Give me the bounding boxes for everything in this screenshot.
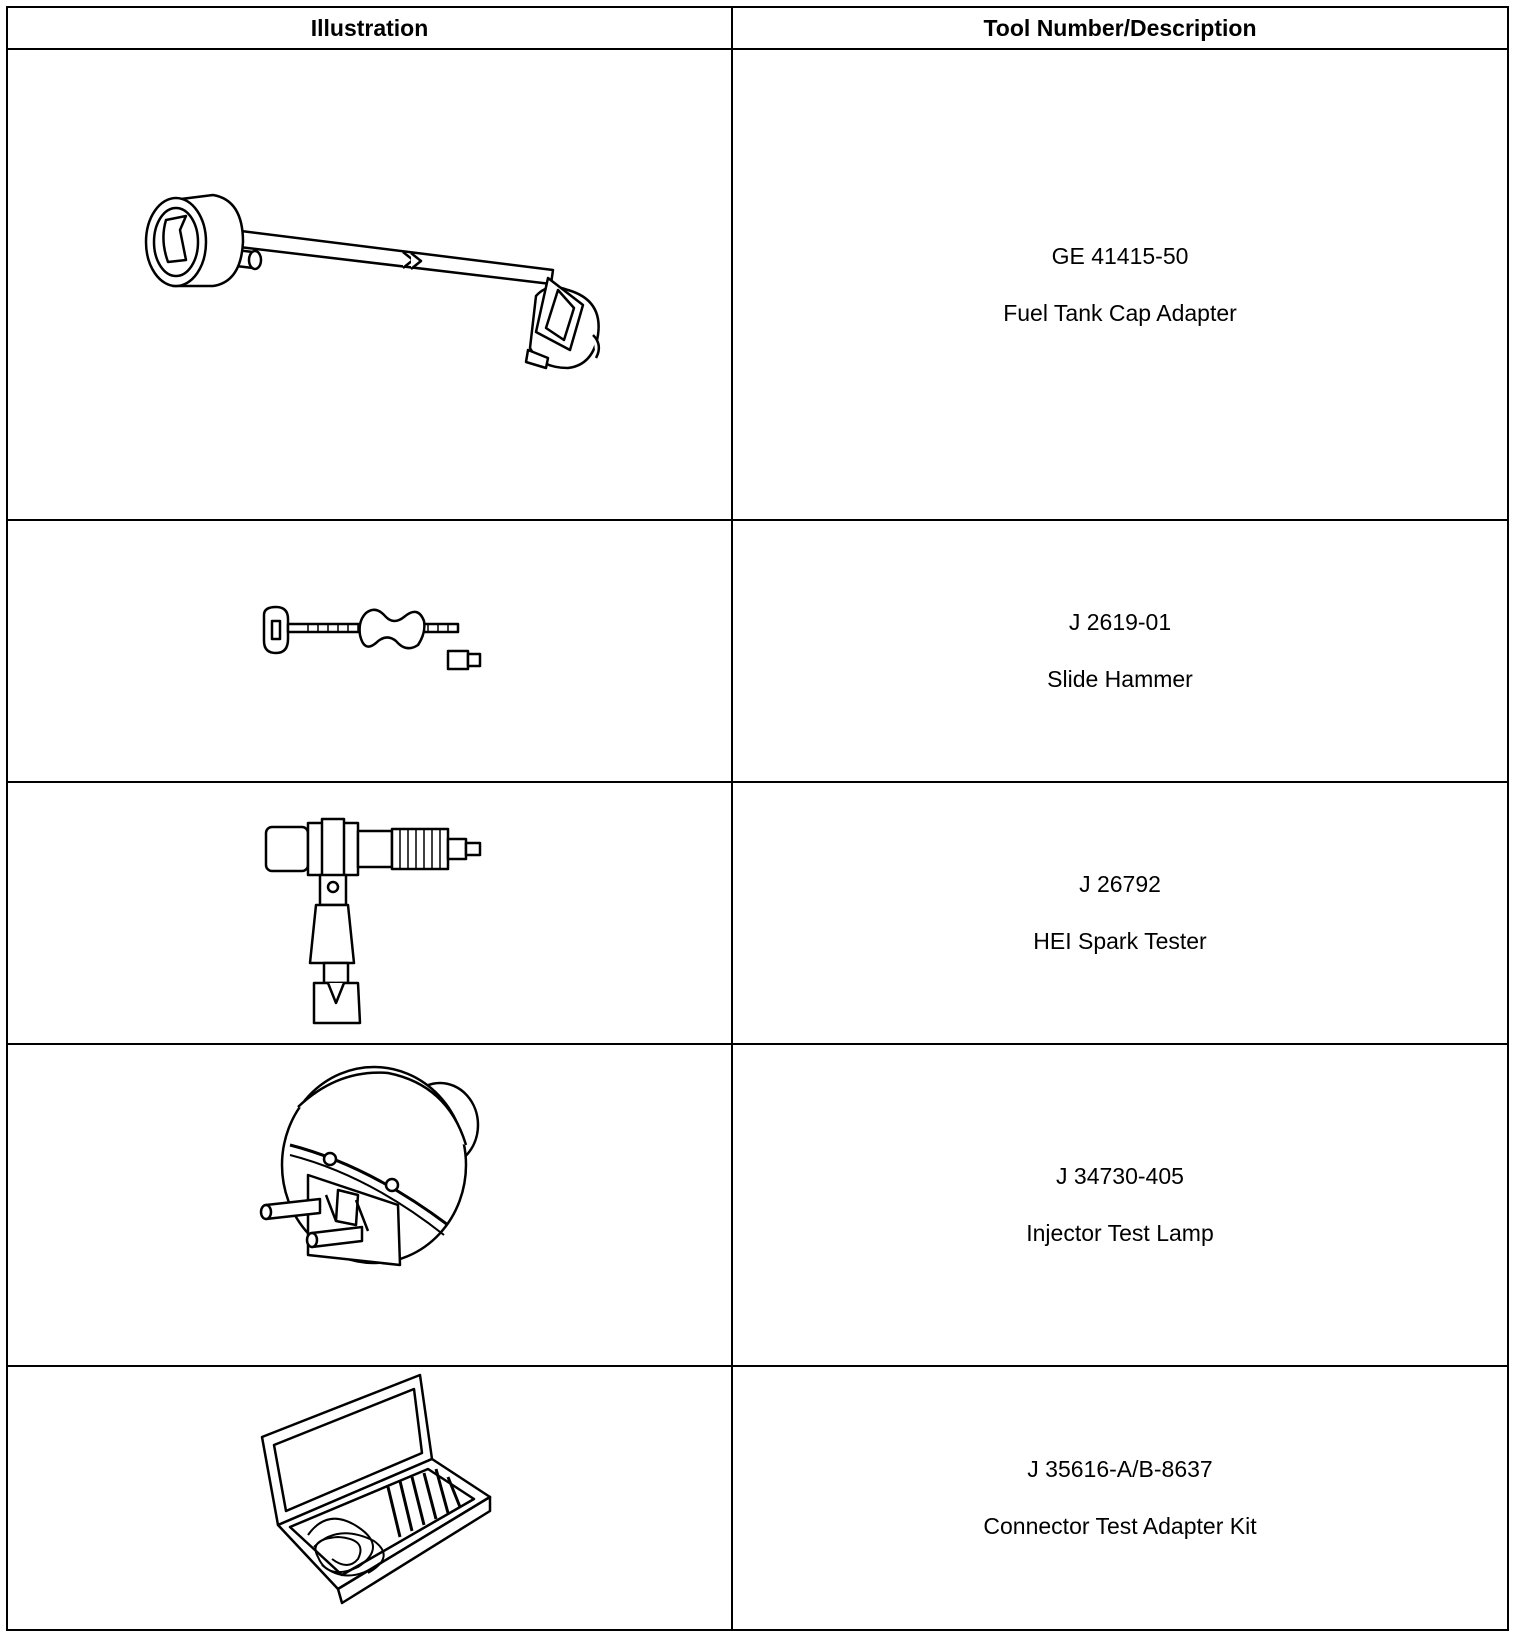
hei-spark-tester-illustration xyxy=(8,783,731,1043)
tool-info-cell xyxy=(732,520,1508,782)
illustration-cell xyxy=(7,1366,732,1630)
table-row xyxy=(7,1366,1508,1630)
fuel-tank-cap-adapter-illustration xyxy=(8,50,731,519)
table-row xyxy=(7,520,1508,782)
illustration-cell xyxy=(7,782,732,1044)
header-row xyxy=(7,7,1508,49)
illustration-cell xyxy=(7,49,732,520)
tool-number: J 35616-A/B-8637 xyxy=(1027,1456,1213,1482)
tool-info-cell xyxy=(732,1366,1508,1630)
tool-number: J 2619-01 xyxy=(1068,609,1172,635)
tool-description: HEI Spark Tester xyxy=(1033,928,1207,954)
tool-number-description-header: Tool Number/Description xyxy=(732,7,1508,49)
tool-info-cell xyxy=(732,1044,1508,1366)
table-row xyxy=(7,782,1508,1044)
tool-number: J 26792 xyxy=(1079,871,1161,897)
special-tools-table xyxy=(6,6,1509,1631)
tool-info-cell xyxy=(732,782,1508,1044)
tool-number: GE 41415-50 xyxy=(1051,242,1189,269)
table-row xyxy=(7,1044,1508,1366)
tool-number: J 34730-405 xyxy=(1056,1163,1184,1189)
slide-hammer-illustration xyxy=(8,521,731,781)
illustration-cell xyxy=(7,1044,732,1366)
tool-description: Fuel Tank Cap Adapter xyxy=(1003,299,1237,326)
tool-description: Slide Hammer xyxy=(1047,666,1193,692)
tool-description: Connector Test Adapter Kit xyxy=(983,1513,1257,1539)
table-row xyxy=(7,49,1508,520)
connector-test-adapter-kit-illustration xyxy=(8,1367,731,1629)
tool-info-cell xyxy=(732,49,1508,520)
tool-description: Injector Test Lamp xyxy=(1026,1220,1214,1246)
illustration-cell xyxy=(7,520,732,782)
illustration-header: Illustration xyxy=(7,7,732,49)
injector-test-lamp-illustration xyxy=(8,1045,731,1365)
